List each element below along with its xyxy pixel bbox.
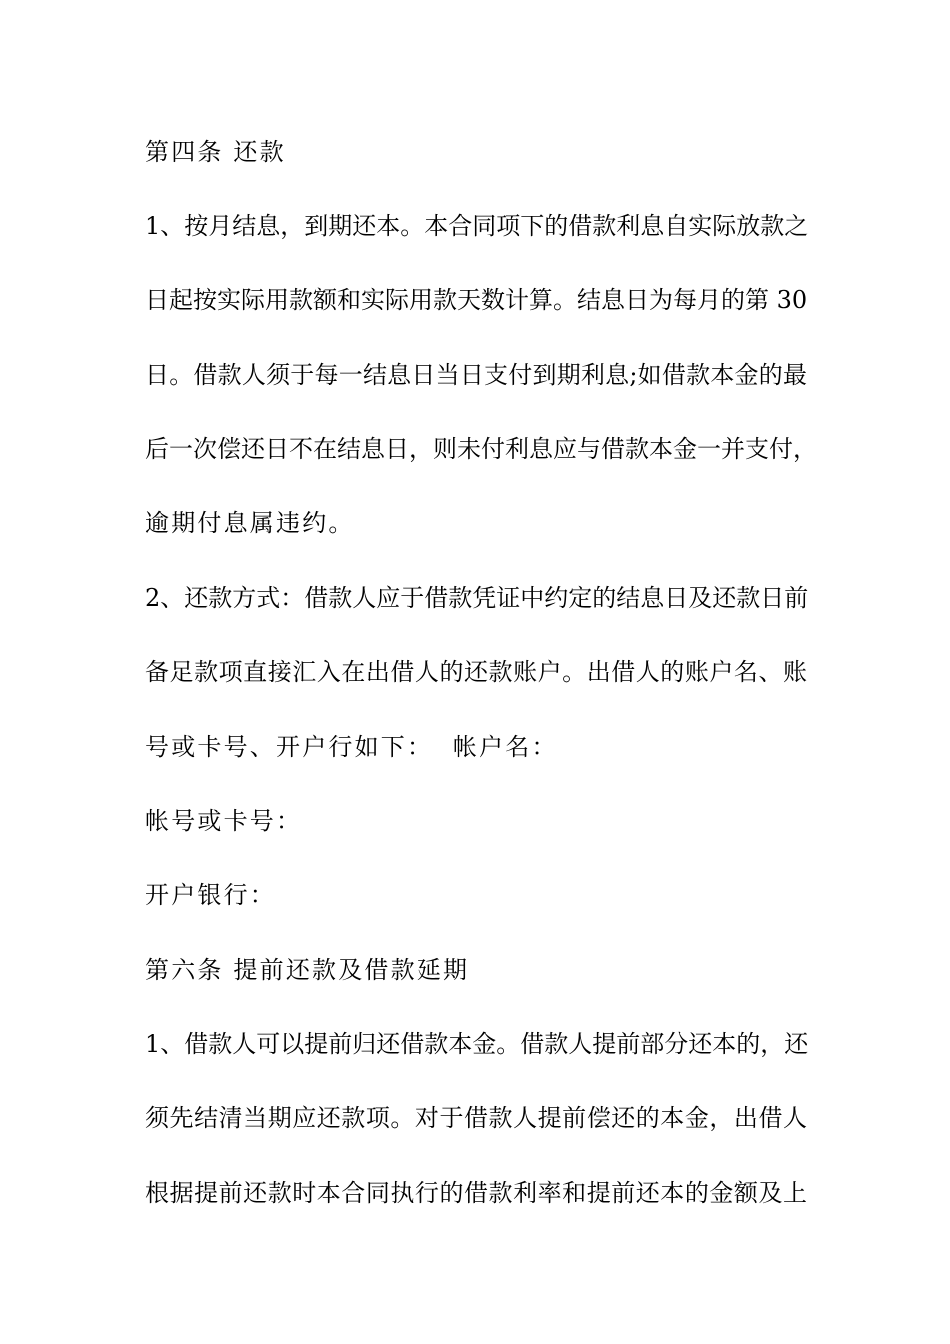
paragraph-line: 2、还款方式：借款人应于借款凭证中约定的结息日及还款日前 <box>145 584 809 612</box>
paragraph-line: 1、按月结息，到期还本。本合同项下的借款利息自实际放款之 <box>145 212 809 240</box>
paragraph-line: 逾期付息属违约。 <box>145 509 355 537</box>
bank-line: 开户银行： <box>145 881 276 909</box>
account-name-line: 号或卡号、开户行如下： 帐户名： <box>145 733 558 761</box>
section-heading-article-4: 第四条 还款 <box>145 138 286 166</box>
paragraph-line: 日。借款人须于每一结息日当日支付到期利息;如借款本金的最 <box>145 361 807 389</box>
section-heading-article-6: 第六条 提前还款及借款延期 <box>145 956 470 984</box>
paragraph-line: 须先结清当期应还款项。对于借款人提前偿还的本金，出借人 <box>145 1104 807 1132</box>
paragraph-line: 备足款项直接汇入在出借人的还款账户。出借人的账户名、账 <box>145 658 807 686</box>
paragraph-line: 根据提前还款时本合同执行的借款利率和提前还本的金额及上 <box>145 1179 807 1207</box>
account-number-line: 帐号或卡号： <box>145 807 303 835</box>
paragraph-line: 日起按实际用款额和实际用款天数计算。结息日为每月的第 30 <box>145 286 808 314</box>
paragraph-line: 1、借款人可以提前归还借款本金。借款人提前部分还本的，还 <box>145 1030 809 1058</box>
paragraph-line: 后一次偿还日不在结息日，则未付利息应与借款本金一并支付， <box>145 435 817 463</box>
